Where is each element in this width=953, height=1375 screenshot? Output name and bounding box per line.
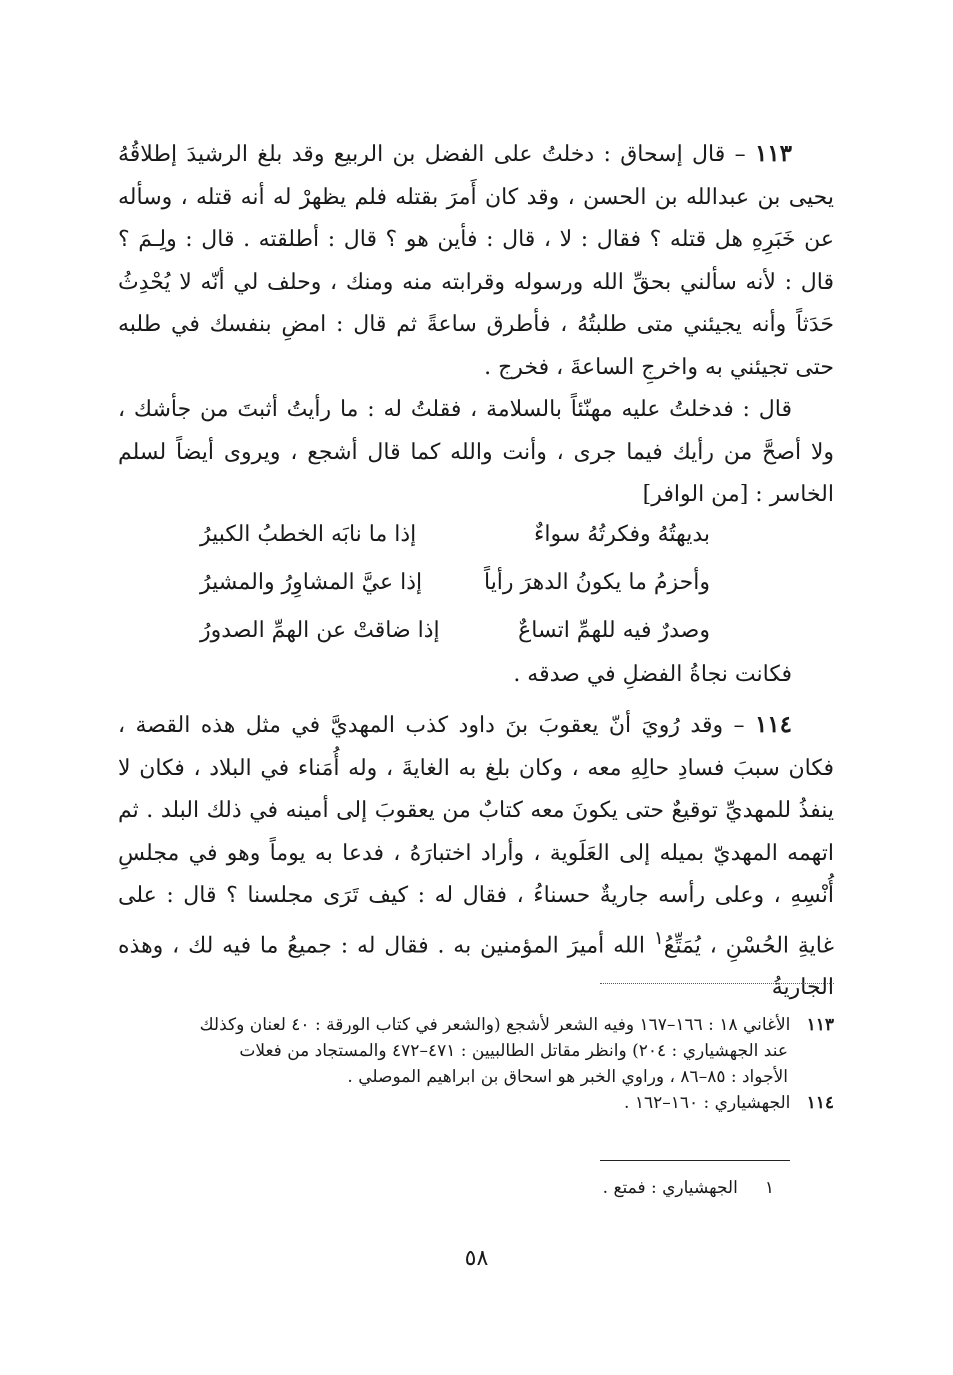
note-114-number: ١١٤	[806, 1093, 834, 1113]
footnote-number: ١	[764, 1178, 774, 1198]
page-number: ٥٨	[464, 1246, 489, 1271]
note-113-line-1: الأغاني ١٨ : ١٦٦–١٦٧ وفيه الشعر لأشجع (والشعر في كتاب الورقة : ٤٠ لعنان وكذلك	[199, 1015, 791, 1035]
note-113-number: ١١٣	[806, 1015, 834, 1035]
source-notes	[118, 1012, 834, 1116]
paragraph-113-text	[118, 133, 834, 389]
notes-separator	[600, 983, 834, 984]
note-113-line-3: الأجواد : ٨٥–٨٦ ، وراوي الخبر هو اسحاق بن ابراهيم الموصلي .	[347, 1067, 788, 1087]
paragraph-114-body: – وقد رُويَ أنّ يعقوبَ بنَ داود كذب المهديَّ في مثل هذه القصة ، فكان سببَ فسادِ حالِهِ معه ، وكان بلغ به الغايةَ ، وله أُمَناء في البلاد ، فكان لا ينفذُ للمهديِّ توقيعٌ حتى يكونَ معه كتابٌ من يعقوبَ إلى أمينه في ذلك البلد . ثم اتهمه المهديّ بميله إلى العَلَوية ، وأراد اختبارَهُ ، فدعا به يوماً وهو في مجلسِ أُنْسِهِ ، وعلى رأسه جاريةٌ حسناءُ ، فقال له : كيف تَرَى مجلسنا ؟ قال : على غايةِ الحُسْنِ ، يُمَتِّعُ	[118, 713, 835, 958]
paragraph-113-body-2: قال : فدخلتُ عليه مهنّئاً بالسلامة ، فقلتُ له : ما رأيتُ أثبتَ من جأشك ، ولا أصحَّ من رأيك فيما جرى ، وأنت والله كما قال أشجع ، ويروى أيضاً لسلم الخاسر :	[118, 397, 834, 507]
paragraph-114	[118, 704, 834, 1010]
after-poem-line: فكانت نجاةُ الفضلِ في صدقه .	[513, 662, 792, 687]
footnote-rule	[600, 1160, 790, 1161]
paragraph-114-number: ١١٤	[754, 711, 792, 738]
poem-first-hemistich: وأحزمُ ما يكونُ الدهرَ رأياً	[483, 570, 710, 595]
paragraph-113-number: ١١٣	[754, 140, 793, 167]
poem-first-hemistich: بديهتُهُ وفكرتُهُ سواءٌ	[534, 522, 710, 547]
footnote-text: الجهشياري : فمتع .	[602, 1178, 738, 1198]
note-113-line-2: عند الجهشياري : ٢٠٤) وانظر مقاتل الطالبيين : ٤٧١–٤٧٢ والمستجاد من فعلات	[239, 1041, 788, 1061]
paragraph-114-text	[118, 704, 834, 1010]
paragraph-113-body: – قال إسحاق : دخلتُ على الفضل بن الربيع وقد بلغ الرشيدَ إطلاقُهُ يحيى بن عبدالله بن الحسن ، وقد كان أَمرَ بقتله فلم يظهرْ له أنه قتله ، وسأله عن خَبَرِهِ هل قتله ؟ فقال : لا ، قال : فأين هو ؟ قال : أطلقته . قال : ولِـمَ ؟ قال : لأنه سألني بحقِّ الله ورسوله وقرابته منه ومنك ، وحلف لي أنّه لا يُحْدِثُ حَدَثاً وأنه يجيئني متى طلبتُهُ ، فأطرق ساعةً ثم قال : امضِ بنفسك في طلبه حتى تجيئني به واخرجِ الساعةَ ، فخرج .	[118, 142, 834, 380]
poem-second-hemistich: إذا عيَّ المشاوِرُ والمشيرُ	[200, 570, 423, 595]
paragraph-113	[118, 133, 834, 517]
note-113	[118, 1012, 834, 1038]
poem-second-hemistich: إذا ضاقتْ عن الهمِّ الصدورُ	[200, 618, 440, 643]
poem-meter: [من الوافر]	[642, 482, 749, 507]
footnote	[560, 1178, 774, 1198]
poem-verse	[200, 511, 710, 559]
note-114-line-1: الجهشياري : ١٦٠–١٦٢ .	[624, 1093, 791, 1113]
paragraph-113-continued	[118, 389, 834, 517]
poem	[200, 511, 710, 655]
paragraph-114-body-end: الله أميرَ المؤمنين به . فقال له : جميعُ ما فيه لك ، وهذه الجاريةُ	[118, 932, 834, 1001]
poem-first-hemistich: وصدرٌ فيه للهمِّ اتساعٌ	[518, 618, 710, 643]
note-114	[118, 1090, 834, 1116]
poem-verse	[200, 607, 710, 655]
footnote-marker: ١	[653, 927, 664, 949]
poem-second-hemistich: إذا ما نابَه الخطبُ الكبيرُ	[200, 522, 417, 547]
poem-verse	[200, 559, 710, 607]
